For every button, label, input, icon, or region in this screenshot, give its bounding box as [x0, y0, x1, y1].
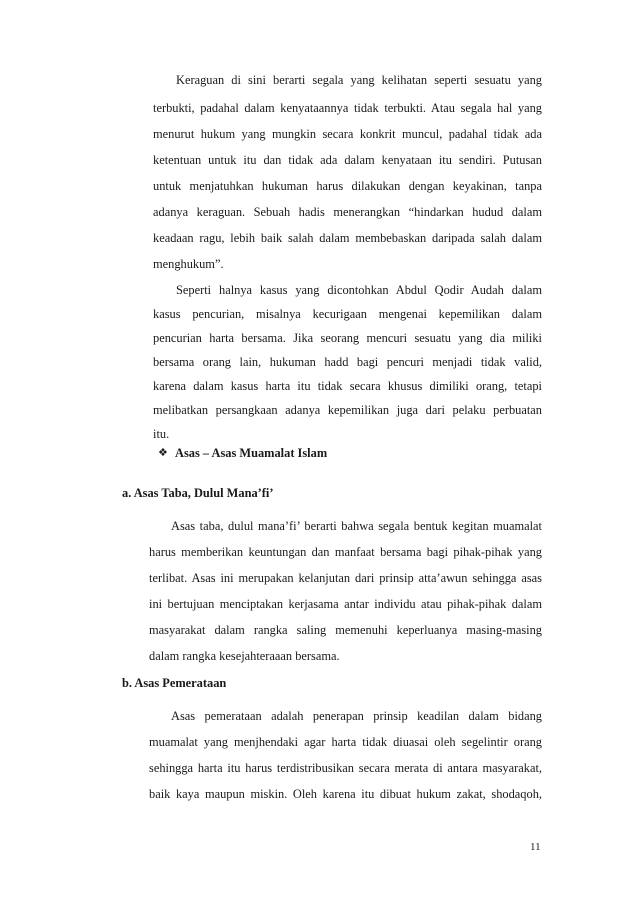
- page-number: 11: [530, 841, 541, 853]
- text-line: untuk menjatuhkan hukuman harus dilakukan dengan keyakinan, tanpa: [153, 179, 542, 193]
- text-line: Keraguan di sini berarti segala yang kelihatan seperti sesuatu yang: [176, 73, 542, 87]
- text-line: karena dalam kasus harta itu tidak secara khusus dimiliki orang, tetapi: [153, 379, 542, 393]
- subheading-asas-pemerataan: b. Asas Pemerataan: [122, 676, 227, 690]
- text-line: pencurian harta bersama. Jika seorang mencuri sesuatu yang dia miliki: [153, 331, 542, 345]
- text-line: terlibat. Asas ini merupakan kelanjutan dari prinsip atta’awun sehingga asas: [149, 571, 542, 585]
- text-line: sehingga harta itu harus terdistribusikan secara merata di antara masyarakat,: [149, 761, 542, 775]
- text-line: baik kaya maupun miskin. Oleh karena itu dibuat hukum zakat, shodaqoh,: [149, 787, 542, 801]
- text-line: melibatkan persangkaan adanya kepemilikan juga dari pelaku perbuatan: [153, 403, 542, 417]
- text-line: dalam rangka kesejahteraaan bersama.: [149, 649, 340, 663]
- diamond-bullet-icon: ❖: [158, 447, 168, 459]
- text-line: ini bertujuan menciptakan kerjasama antar individu atau pihak-pihak dalam: [149, 597, 542, 611]
- text-line: masyarakat dalam rangka saling memenuhi keperluanya masing-masing: [149, 623, 542, 637]
- text-line: adanya keraguan. Sebuah hadis menerangkan “hindarkan hudud dalam: [153, 205, 542, 219]
- text-line: muamalat yang menjhendaki agar harta tidak diuasai oleh segelintir orang: [149, 735, 542, 749]
- text-line: menurut hukum yang mungkin secara konkrit muncul, padahal tidak ada: [153, 127, 542, 141]
- text-line: itu.: [153, 427, 170, 441]
- text-line: menghukum”.: [153, 257, 224, 271]
- section-heading: Asas – Asas Muamalat Islam: [175, 446, 328, 460]
- text-line: harus memberikan keuntungan dan manfaat bersama bagi pihak-pihak yang: [149, 545, 542, 559]
- text-line: keadaan ragu, lebih baik salah dalam membebaskan daripada salah dalam: [153, 231, 542, 245]
- text-line: Asas taba, dulul mana’fi’ berarti bahwa segala bentuk kegitan muamalat: [171, 519, 542, 533]
- text-line: terbukti, padahal dalam kenyataannya tidak terbukti. Atau segala hal yang: [153, 101, 542, 115]
- text-line: Seperti halnya kasus yang dicontohkan Abdul Qodir Audah dalam: [176, 283, 542, 297]
- text-line: ketentuan untuk itu dan tidak ada dalam kenyataan itu sendiri. Putusan: [153, 153, 542, 167]
- subheading-asas-taba: a. Asas Taba, Dulul Mana’fi’: [122, 486, 274, 500]
- text-line: bersama orang lain, hukuman hadd bagi pencuri menjadi tidak valid,: [153, 355, 542, 369]
- text-line: kasus pencurian, misalnya kecurigaan mengenai kepemilikan dalam: [153, 307, 542, 321]
- text-line: Asas pemerataan adalah penerapan prinsip keadilan dalam bidang: [171, 709, 542, 723]
